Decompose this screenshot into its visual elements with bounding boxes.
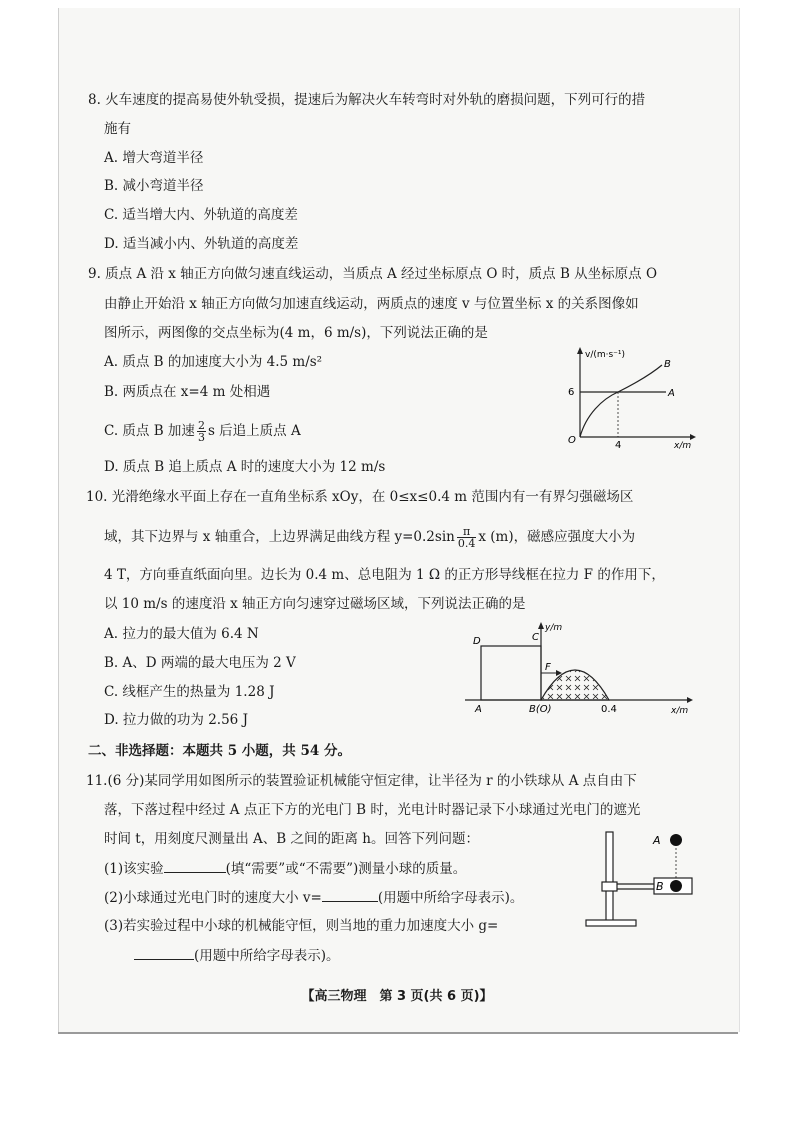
q8-option-d: D. 适当减小内、外轨道的高度差 bbox=[104, 236, 299, 252]
q11-sub1-blank[interactable] bbox=[164, 860, 226, 873]
q9-y-arrow bbox=[577, 347, 583, 354]
q9-option-d: D. 质点 B 追上质点 A 时的速度大小为 12 m/s bbox=[104, 459, 386, 475]
q11-stand-base bbox=[586, 920, 636, 926]
q8-line2: 施有 bbox=[104, 121, 131, 137]
q10-fraction bbox=[457, 526, 477, 549]
page-footer: 【高三物理 第 3 页(共 6 页)】 bbox=[301, 989, 493, 1004]
q11-sub2-pre: (2)小球通过光电门时的速度大小 v= bbox=[104, 890, 322, 906]
q10-magnetic-field-figure bbox=[465, 620, 700, 716]
q9-x-tick: 4 bbox=[615, 440, 622, 451]
q9-y-tick: 6 bbox=[568, 387, 575, 398]
q11-sub3-blank[interactable] bbox=[134, 947, 194, 960]
q11-clamp bbox=[602, 882, 617, 891]
q9-option-c bbox=[104, 420, 301, 443]
q10-line2-post: x (m)，磁感应强度大小为 bbox=[478, 529, 636, 545]
q9-x-arrow bbox=[690, 434, 696, 440]
q9-fraction bbox=[197, 420, 206, 443]
page-bottom-edge bbox=[58, 1032, 738, 1034]
q10-square-frame bbox=[481, 646, 541, 700]
q11-ball-b bbox=[670, 880, 682, 892]
q11-stand-pole bbox=[606, 832, 613, 922]
q10-y-arrow bbox=[538, 622, 544, 629]
q9-option-c-pre: C. 质点 B 加速 bbox=[104, 423, 195, 439]
q11-sub1 bbox=[104, 860, 466, 877]
q10-label-f: F bbox=[545, 662, 551, 673]
q10-tick: 0.4 bbox=[601, 704, 617, 715]
q11-apparatus-figure bbox=[580, 818, 700, 930]
q10-x-arrow bbox=[687, 697, 693, 703]
q9-option-b: B. 两质点在 x=4 m 处相遇 bbox=[104, 384, 271, 400]
q10-option-d: D. 拉力做的功为 2.56 J bbox=[104, 712, 248, 728]
q10-line2-pre: 域，其下边界与 x 轴重合，上边界满足曲线方程 y=0.2sin bbox=[104, 529, 455, 545]
q9-option-c-post: s 后追上质点 A bbox=[207, 423, 301, 439]
q8-option-a: A. 增大弯道半径 bbox=[104, 150, 204, 166]
q9-option-a: A. 质点 B 的加速度大小为 4.5 m/s² bbox=[104, 354, 323, 370]
q10-label-c: C bbox=[532, 632, 539, 643]
q9-origin: O bbox=[568, 435, 576, 446]
q10-label-a: A bbox=[475, 704, 482, 715]
q11-sub3-post: (用题中所给字母表示)。 bbox=[194, 948, 340, 964]
q9-x-label: x/m bbox=[674, 441, 692, 451]
q10-x-label: x/m bbox=[671, 706, 689, 716]
q10-label-b: B(O) bbox=[529, 704, 552, 715]
q9-line3: 图所示，两图像的交点坐标为(4 m，6 m/s)，下列说法正确的是 bbox=[104, 325, 488, 341]
q11-sub2-post: (用题中所给字母表示)。 bbox=[377, 890, 524, 906]
q9-label-a: A bbox=[668, 388, 675, 399]
q11-line3: 时间 t，用刻度尺测量出 A、B 之间的距离 h。回答下列问题： bbox=[104, 831, 479, 847]
section-2-heading: 二、非选择题：本题共 5 小题，共 54 分。 bbox=[88, 743, 351, 759]
q9-line1: 9. 质点 A 沿 x 轴正方向做匀速直线运动，当质点 A 经过坐标原点 O 时，质点 B 从坐标原点 O bbox=[88, 266, 658, 282]
q10-option-a: A. 拉力的最大值为 6.4 N bbox=[104, 626, 259, 642]
q8-option-b: B. 减小弯道半径 bbox=[104, 178, 204, 194]
q11-sub3-cont bbox=[134, 947, 340, 964]
q9-line2: 由静止开始沿 x 轴正方向做匀加速直线运动，两质点的速度 v 与位置坐标 x 的关系图像如 bbox=[104, 296, 639, 312]
q10-option-c: C. 线框产生的热量为 1.28 J bbox=[104, 684, 275, 700]
q10-fraction-den: 0.4 bbox=[457, 537, 476, 550]
q11-sub1-pre: (1)该实验 bbox=[104, 861, 164, 877]
q11-line1: 11.(6 分)某同学用如图所示的装置验证机械能守恒定律，让半径为 r 的小铁球从 A 点自由下 bbox=[86, 773, 637, 789]
q11-label-a: A bbox=[653, 834, 661, 847]
q10-y-label: y/m bbox=[545, 623, 563, 633]
q11-sub2-blank[interactable] bbox=[322, 889, 378, 902]
q10-line4: 以 10 m/s 的速度沿 x 轴正方向匀速穿过磁场区域，下列说法正确的是 bbox=[104, 596, 526, 612]
q9-velocity-position-graph bbox=[560, 345, 700, 451]
q11-label-b: B bbox=[656, 880, 664, 893]
q9-curve-b bbox=[580, 365, 662, 437]
q10-line1: 10. 光滑绝缘水平面上存在一直角坐标系 xOy，在 0≤x≤0.4 m 范围内有一有界匀强磁场区 bbox=[86, 489, 634, 505]
q11-sub2 bbox=[104, 889, 523, 906]
q9-y-label: v/(m·s⁻¹) bbox=[585, 350, 626, 360]
q10-line2 bbox=[104, 526, 635, 549]
q10-label-d: D bbox=[473, 636, 481, 647]
q11-sub1-post: (填“需要”或“不需要”)测量小球的质量。 bbox=[225, 861, 467, 877]
q8-option-c: C. 适当增大内、外轨道的高度差 bbox=[104, 207, 298, 223]
q8-line1: 8. 火车速度的提高易使外轨受损，提速后为解决火车转弯时对外轨的磨损问题，下列可行的措 bbox=[88, 92, 646, 108]
q10-field-region bbox=[541, 670, 609, 700]
q10-option-b: B. A、D 两端的最大电压为 2 V bbox=[104, 655, 296, 671]
q10-line3: 4 T，方向垂直纸面向里。边长为 0.4 m、总电阻为 1 Ω 的正方形导线框在拉力 F 的作用下， bbox=[104, 567, 665, 583]
q11-line2: 落，下落过程中经过 A 点正下方的光电门 B 时，光电计时器记录下小球通过光电门的遮光 bbox=[104, 802, 641, 818]
q9-label-b: B bbox=[664, 359, 671, 370]
q11-ball-a bbox=[670, 834, 682, 846]
q10-fraction-num: π bbox=[457, 526, 477, 538]
q11-sub3: (3)若实验过程中小球的机械能守恒，则当地的重力加速度大小 g= bbox=[104, 918, 499, 934]
q9-fraction-num: 2 bbox=[197, 419, 205, 432]
q9-fraction-den: 3 bbox=[197, 431, 205, 444]
